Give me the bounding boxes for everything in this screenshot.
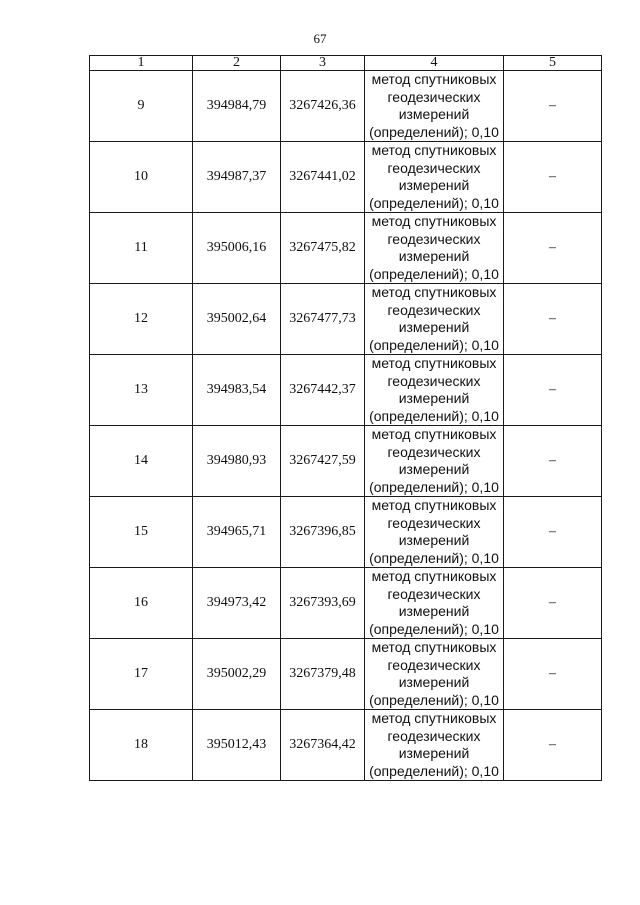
coord-x: 395006,16 <box>193 213 281 284</box>
table-row <box>90 710 602 781</box>
coord-y: 3267396,85 <box>281 497 365 568</box>
coord-y: 3267364,42 <box>281 710 365 781</box>
coord-y: 3267442,37 <box>281 355 365 426</box>
coord-x: 395002,29 <box>193 639 281 710</box>
coord-y: 3267477,73 <box>281 284 365 355</box>
method-accuracy: метод спутниковых геодезических измерений (определений); 0,10 <box>365 497 504 568</box>
header-cell-4: 4 <box>365 56 504 71</box>
coord-y: 3267379,48 <box>281 639 365 710</box>
header-cell-1: 1 <box>90 56 193 71</box>
point-number: 18 <box>90 710 193 781</box>
header-cell-3: 3 <box>281 56 365 71</box>
coord-y: 3267441,02 <box>281 142 365 213</box>
table-row <box>90 639 602 710</box>
point-number: 12 <box>90 284 193 355</box>
table-row <box>90 142 602 213</box>
table-row <box>90 71 602 142</box>
coord-y: 3267426,36 <box>281 71 365 142</box>
point-number: 16 <box>90 568 193 639</box>
method-accuracy: метод спутниковых геодезических измерений (определений); 0,10 <box>365 426 504 497</box>
note: – <box>504 639 602 710</box>
method-accuracy: метод спутниковых геодезических измерений (определений); 0,10 <box>365 142 504 213</box>
coord-y: 3267427,59 <box>281 426 365 497</box>
point-number: 13 <box>90 355 193 426</box>
coord-x: 394984,79 <box>193 71 281 142</box>
table-row <box>90 568 602 639</box>
method-accuracy: метод спутниковых геодезических измерений (определений); 0,10 <box>365 71 504 142</box>
coord-x: 394973,42 <box>193 568 281 639</box>
method-accuracy: метод спутниковых геодезических измерений (определений); 0,10 <box>365 213 504 284</box>
point-number: 9 <box>90 71 193 142</box>
coordinates-table <box>89 55 602 781</box>
coord-x: 394965,71 <box>193 497 281 568</box>
header-cell-2: 2 <box>193 56 281 71</box>
note: – <box>504 284 602 355</box>
method-accuracy: метод спутниковых геодезических измерений (определений); 0,10 <box>365 355 504 426</box>
method-accuracy: метод спутниковых геодезических измерений (определений); 0,10 <box>365 710 504 781</box>
coordinates-table-body <box>90 56 602 781</box>
note: – <box>504 497 602 568</box>
table-row <box>90 426 602 497</box>
note: – <box>504 71 602 142</box>
note: – <box>504 710 602 781</box>
method-accuracy: метод спутниковых геодезических измерений (определений); 0,10 <box>365 284 504 355</box>
header-row <box>90 56 602 71</box>
table-row <box>90 355 602 426</box>
point-number: 15 <box>90 497 193 568</box>
point-number: 10 <box>90 142 193 213</box>
point-number: 11 <box>90 213 193 284</box>
method-accuracy: метод спутниковых геодезических измерений (определений); 0,10 <box>365 639 504 710</box>
coord-y: 3267393,69 <box>281 568 365 639</box>
table-row <box>90 213 602 284</box>
table-row <box>90 284 602 355</box>
coord-x: 394980,93 <box>193 426 281 497</box>
coord-x: 394983,54 <box>193 355 281 426</box>
coord-x: 395012,43 <box>193 710 281 781</box>
note: – <box>504 213 602 284</box>
note: – <box>504 426 602 497</box>
point-number: 17 <box>90 639 193 710</box>
page-number: 67 <box>313 31 327 46</box>
point-number: 14 <box>90 426 193 497</box>
note: – <box>504 142 602 213</box>
method-accuracy: метод спутниковых геодезических измерений (определений); 0,10 <box>365 568 504 639</box>
table-row <box>90 497 602 568</box>
note: – <box>504 568 602 639</box>
coord-x: 395002,64 <box>193 284 281 355</box>
coord-x: 394987,37 <box>193 142 281 213</box>
note: – <box>504 355 602 426</box>
header-cell-5: 5 <box>504 56 602 71</box>
coord-y: 3267475,82 <box>281 213 365 284</box>
